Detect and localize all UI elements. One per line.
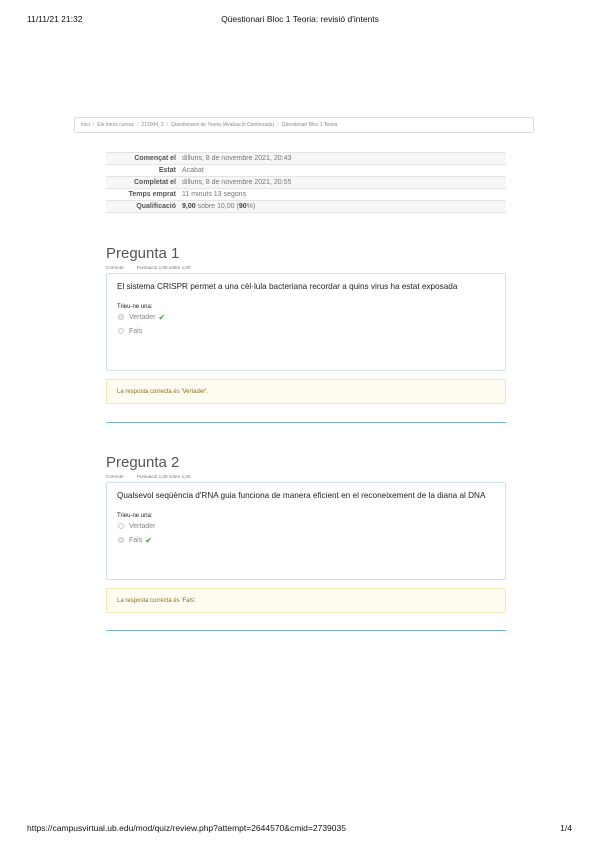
breadcrumb-separator: / <box>92 122 95 128</box>
breadcrumb-link-course[interactable]: 212004_5 <box>141 122 164 128</box>
summary-value: 11 minuts 13 segons <box>182 191 247 198</box>
question-info <box>106 474 506 479</box>
option-label: Fals <box>129 327 143 335</box>
summary-row-completed <box>106 177 506 189</box>
question-divider <box>106 630 506 631</box>
print-page-number: 1/4 <box>560 823 572 833</box>
summary-grade-value <box>182 201 506 213</box>
answer-prompt: Trieu-ne una: <box>117 304 153 310</box>
summary-value: dilluns, 8 de novembre 2021, 20:43 <box>182 155 292 162</box>
question-text: El sistema CRISPR permet a una cèl·lula bacteriana recordar a quins virus ha estat exposada <box>117 282 458 291</box>
answer-option-true[interactable] <box>117 519 495 533</box>
summary-label: Completat el <box>133 179 176 186</box>
correct-check-icon: ✔ <box>145 535 152 545</box>
question-1 <box>106 245 506 404</box>
summary-row-grade <box>106 201 506 213</box>
summary-label: Qualificació <box>136 203 176 210</box>
question-box <box>106 482 506 580</box>
grade-percent: 90 <box>238 203 247 210</box>
question-points: Puntuació 1,00 sobre 1,00 <box>136 265 191 270</box>
option-label: Vertader <box>129 522 156 530</box>
radio-checked-icon[interactable] <box>118 537 124 543</box>
correct-check-icon: ✔ <box>158 312 166 322</box>
grade-mid: sobre 10,00 ( <box>195 203 239 210</box>
breadcrumb-separator: / <box>136 122 139 128</box>
breadcrumb-separator: / <box>166 122 169 128</box>
question-text: Qualsevol seqüència d'RNA guia funciona de manera eficient en el reconeixement de la diana al DNA <box>117 491 486 500</box>
print-url: https://campusvirtual.ub.edu/mod/quiz/review.php?attempt=2644570&cmid=2739035 <box>27 823 346 833</box>
summary-row-time-taken <box>106 189 506 201</box>
answer-option-false[interactable] <box>117 324 495 338</box>
option-label: Vertader <box>129 313 156 321</box>
grade-end: %) <box>246 203 256 210</box>
correct-answer-feedback: La resposta correcta és 'Fals'. <box>106 588 506 613</box>
breadcrumb-link-section[interactable]: Qüestionaris de Teoria (Avaluació Continuada) <box>171 122 275 128</box>
question-info <box>106 265 506 270</box>
radio-checked-icon[interactable] <box>118 314 124 320</box>
grade-score: 9,00 <box>182 203 196 210</box>
question-divider <box>106 422 506 423</box>
option-label: Fals <box>129 536 143 544</box>
breadcrumb <box>74 117 534 133</box>
breadcrumb-link-home[interactable]: Inici <box>81 122 90 128</box>
question-title: Pregunta 2 <box>106 454 180 471</box>
radio-icon[interactable] <box>118 523 124 529</box>
answer-prompt: Trieu-ne una: <box>117 513 153 519</box>
summary-value: dilluns, 8 de novembre 2021, 20:55 <box>182 179 292 186</box>
question-2 <box>106 454 506 613</box>
question-title: Pregunta 1 <box>106 245 180 262</box>
breadcrumb-separator: / <box>277 122 279 128</box>
print-title: Qüestionari Bloc 1 Teoria: revisió d'intents <box>221 14 379 24</box>
summary-label: Temps emprat <box>128 191 176 198</box>
breadcrumb-link-my-courses[interactable]: Els meus cursos <box>97 122 134 128</box>
print-datetime: 11/11/21 21:32 <box>27 14 83 24</box>
radio-icon[interactable] <box>118 328 124 334</box>
question-box <box>106 273 506 371</box>
summary-row-state <box>106 165 506 177</box>
correct-answer-feedback: La resposta correcta és 'Vertader'. <box>106 379 506 404</box>
summary-label: Començat el <box>134 155 176 162</box>
answer-option-true[interactable] <box>117 310 495 324</box>
question-status: Correcte <box>106 265 124 270</box>
summary-label: Estat <box>158 167 176 174</box>
answer-option-false[interactable] <box>117 533 495 547</box>
question-points: Puntuació 1,00 sobre 1,00 <box>136 474 191 479</box>
attempt-summary-table <box>106 152 506 213</box>
question-status: Correcte <box>106 474 124 479</box>
summary-row-started <box>106 153 506 165</box>
breadcrumb-link-quiz[interactable]: Qüestionari Bloc 1 Teoria <box>281 122 338 128</box>
summary-value: Acabat <box>182 167 204 174</box>
